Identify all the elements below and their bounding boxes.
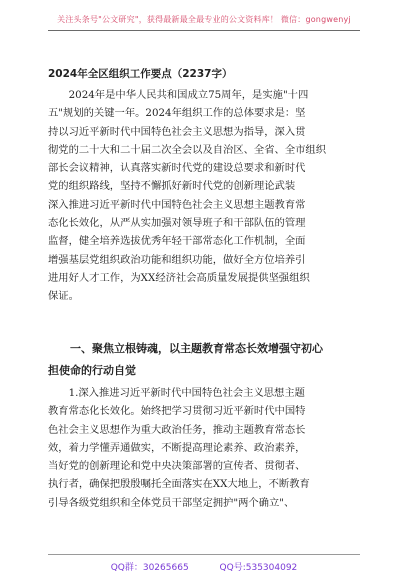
text-line: 彻党的二十大和二十届二次全会以及自治区、全省、全市组织 — [48, 143, 327, 156]
footer-qq-group: QQ群：30265665 — [110, 563, 189, 573]
text-line: 增强基层党组织政治功能和组织功能，做好全方位培养引 — [48, 253, 306, 266]
text-line: 监督，健全培养选拔优秀年轻干部常态化工作机制，全面 — [48, 235, 306, 248]
text-line: 教育常态化长效化。始终把学习贯彻习近平新时代中国特 — [48, 405, 306, 418]
intro-paragraph — [48, 86, 362, 306]
text-line: 执行者，确保把殷殷嘱托全面落实在XX大地上，不断教育 — [48, 478, 310, 491]
text-line: 深入推进习近平新时代中国特色社会主义思想主题教育常 — [48, 198, 306, 211]
footer-qq-number: QQ号:535304092 — [219, 563, 298, 573]
text-line: 党的组织路线，坚持不懈抓好新时代党的创新理论武装 — [48, 180, 296, 193]
text-line: 当好党的创新理论和党中央决策部署的宣传者、贯彻者、 — [48, 460, 306, 473]
header-divider — [48, 30, 360, 31]
top-banner: 关注头条号"公文研究"，获得最新最全最专业的公文资料库！ 微信：gongwenyj — [57, 15, 351, 24]
text-line: 2024年是中华人民共和国成立75周年，是实施"十四 — [48, 89, 309, 101]
footer-divider — [48, 554, 360, 555]
text-line: 保证。 — [48, 290, 79, 303]
text-line: 效，着力学懂弄通做实，不断提高理论素养、政治素养， — [48, 441, 306, 454]
heading-line: 一、聚焦立根铸魂，以主题教育常态长效增强守初心 — [48, 342, 323, 355]
item-paragraph — [48, 384, 362, 512]
text-line: 部长会议精神，认真落实新时代党的建设总要求和新时代 — [48, 162, 306, 175]
document-title: 2024年全区组织工作要点（2237字） — [48, 68, 233, 80]
text-line: 进用好人才工作，为XX经济社会高质量发展提供坚强组织 — [48, 271, 310, 284]
text-line: 1.深入推进习近平新时代中国特色社会主义思想主题 — [48, 387, 305, 399]
text-line: 态化长效化，从严从实加强对领导班子和干部队伍的管理 — [48, 217, 306, 230]
footer — [0, 560, 408, 573]
heading-line: 担使命的行动自觉 — [48, 364, 136, 377]
text-line: 色社会主义思想作为重大政治任务，推动主题教育常态长 — [48, 423, 306, 436]
section-heading — [48, 338, 362, 382]
text-line: 引导各级党组织和全体党员干部坚定拥护"两个确立"、 — [48, 496, 295, 509]
text-line: 五"规划的关键一年。2024年组织工作的总体要求是：坚 — [48, 107, 306, 120]
text-line: 持以习近平新时代中国特色社会主义思想为指导，深入贯 — [48, 125, 306, 138]
